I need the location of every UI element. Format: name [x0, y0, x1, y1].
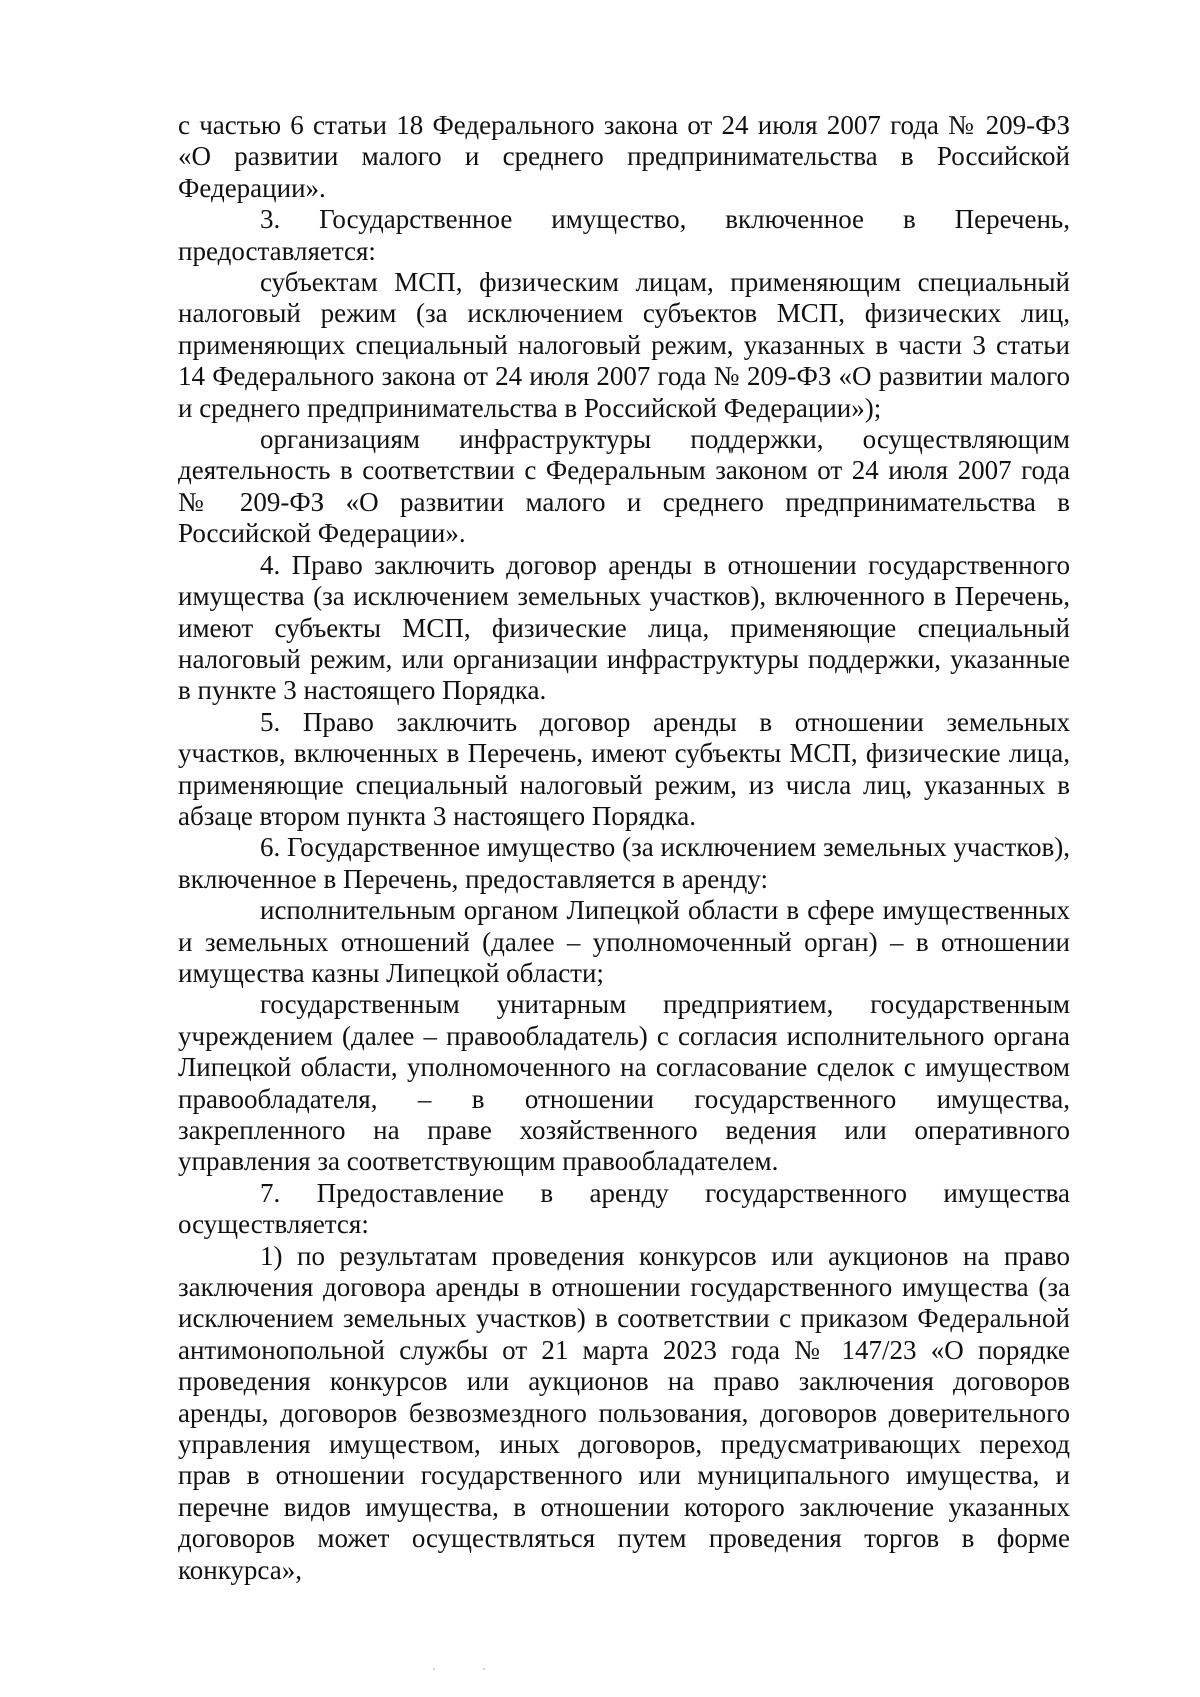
paragraph-item-6-authority: исполнительным органом Липецкой области в сфере имущественных и земельных отношений (далее – уполномоченный орган) – в отношении имущества казны Липецкой области; — [178, 895, 1070, 988]
paragraph-item-3-organizations: организациям инфраструктуры поддержки, осуществляющим деятельность в соответствии с Федеральным законом от 24 июля 2007 года № 209-ФЗ «О развитии малого и среднего предпринимательства в Российской Федерации». — [178, 424, 1070, 549]
paragraph-item-7: 7. Предоставление в аренду государственного имущества осуществляется: — [178, 1177, 1070, 1240]
paragraph-item-7-1: 1) по результатам проведения конкурсов или аукционов на право заключения договора аренды в отношении государственного имущества (за исключением земельных участков) в соответствии с приказом Федеральной антимонопольной службы от 21 марта 2023 года № 147/23 «О порядке проведения конкурсов или аукционов на право заключения договоров аренды, договоров безвозмездного пользования, договоров доверительного управления имуществом, иных договоров, предусматривающих переход прав в отношении государственного или муниципального имущества, и перечне видов имущества, в отношении которого заключение указанных договоров может осуществляться путем проведения торгов в форме конкурса», — [178, 1240, 1070, 1585]
document-body — [178, 110, 1070, 1586]
paragraph-item-6-rightholder: государственным унитарным предприятием, государственным учреждением (далее – правообладатель) с согласия исполнительного органа Липецкой области, уполномоченного на согласование сделок с имуществом правообладателя, – в отношении государственного имущества, закрепленного на праве хозяйственного ведения или оперативного управления за соответствующим правообладателем. — [178, 989, 1070, 1177]
paragraph-continuation: с частью 6 статьи 18 Федерального закона от 24 июля 2007 года № 209-ФЗ «О развитии малого и среднего предпринимательства в Российской Федерации». — [178, 110, 1070, 203]
scan-specks — [430, 1666, 510, 1672]
paragraph-item-4: 4. Право заключить договор аренды в отношении государственного имущества (за исключением земельных участков), включенного в Перечень, имеют субъекты МСП, физические лица, применяющие специальный налоговый режим, или организации инфраструктуры поддержки, указанные в пункте 3 настоящего Порядка. — [178, 549, 1070, 706]
paragraph-item-5: 5. Право заключить договор аренды в отношении земельных участков, включенных в Перечень, имеют субъекты МСП, физические лица, применяющие специальный налоговый режим, из числа лиц, указанных в абзаце втором пункта 3 настоящего Порядка. — [178, 706, 1070, 831]
paragraph-item-3: 3. Государственное имущество, включенное в Перечень, предоставляется: — [178, 204, 1070, 266]
paragraph-item-6: 6. Государственное имущество (за исключением земельных участков), включенное в Перечень, предоставляется в аренду: — [178, 832, 1070, 894]
paragraph-item-3-subjects: субъектам МСП, физическим лицам, применяющим специальный налоговый режим (за исключением субъектов МСП, физических лиц, применяющих специальный налоговый режим, указанных в части 3 статьи 14 Федерального закона от 24 июля 2007 года № 209-ФЗ «О развитии малого и среднего предпринимательства в Российской Федерации»); — [178, 267, 1070, 423]
